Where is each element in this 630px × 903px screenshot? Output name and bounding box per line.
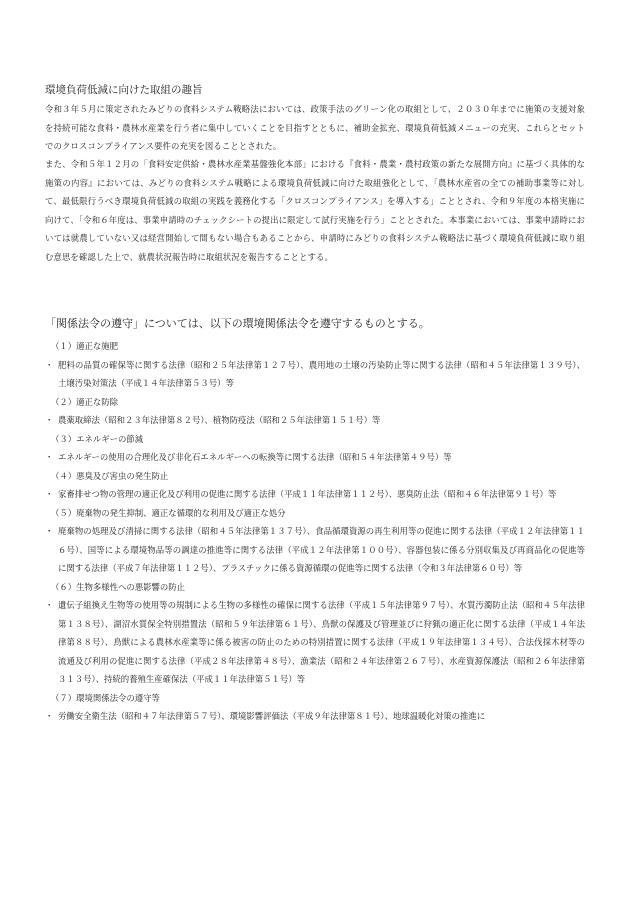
law-item: ・ 農薬取締法（昭和２３年法律第８２号）、植物防疫法（昭和２５年法律第１５１号）等 [45,411,585,430]
category-label: （７）環境関係法令の遵守等 [51,692,160,703]
law-list [45,337,585,726]
section-heading: 環境負荷低減に向けた取組の趣旨 [45,84,203,96]
laws-section-title: 「関係法令の遵守」については、以下の環境関係法令を遵守するものとする。 [45,317,430,330]
category-label: （６）生物多様性への悪影響の防止 [51,581,185,592]
category-label: （４）悪臭及び害虫の発生防止 [51,470,169,481]
category-label: （１）適正な施肥 [51,341,118,351]
law-item: ・ 労働安全衛生法（昭和４７年法律第５７号）、環境影響評価法（平成９年法律第８１号）、地球温暖化対策の推進に [45,707,585,726]
cross-compliance-paragraph: また、令和５年１２月の「食料安定供給・農林水産業基盤強化本部」における『食料・農業・農村政策の新たな展開方向』に基づく具体的な施策の内容』においては、みどりの食料システム戦略による環境負荷低減に向けた取組強化として、「農林水産省の全ての補助事業等に対して、最低限行うべき環境負荷低減の取組の実践を義務化する「クロスコンプライアンス」を導入する」こととされ、令和９年度の本格実施に向けて、「令和６年度は、事業申請時のチェックシートの提出に限定して試行実施を行う」こととされた。本事業においては、事業申請時においては就農していない又は経営開始して間もない場合もあることから、申請時にみどりの食料システム戦略法に基づく環境負荷低減に取り組む意思を確認した上で、就農状況報告時に取組状況を報告することとする。 [45,159,585,262]
category-label: （５）廃棄物の発生抑制、適正な循環的な利用及び適正な処分 [51,507,286,518]
law-item: ・ 肥料の品質の確保等に関する法律（昭和２５年法律第１２７号）、農用地の土壌の汚染防止等に関する法律（昭和４５年法律第１３９号）、土壌汚染対策法（平成１４年法律第５３号）等 [45,356,585,393]
law-item: ・ 家畜排せつ物の管理の適正化及び利用の促進に関する法律（平成１１年法律第１１２号）、悪臭防止法（昭和４６年法律第９１号）等 [45,485,585,504]
law-item: ・ エネルギーの使用の合理化及び非化石エネルギーへの転換等に関する法律（昭和５４年法律第４９号）等 [45,448,585,467]
category-label: （２）適正な防除 [51,396,118,407]
law-item: ・ 廃棄物の処理及び清掃に関する法律（昭和４５年法律第１３７号）、食品循環資源の再生利用等の促進に関する法律（平成１２年法律第１１６号）、国等による環境物品等の調達の推進等に関する法律（平成１２年法律第１００号）、容器包装に係る分別収集及び再商品化の促進等に関する法律（平成７年法律第１１２号）、プラスチックに係る資源循環の促進等に関する法律（令和３年法律第６０号）等 [45,522,585,578]
law-item: ・ 遺伝子組換え生物等の使用等の規制による生物の多様性の確保に関する法律（平成１５年法律第９７号）、水質汚濁防止法（昭和４５年法律第１３８号）、湖沼水質保全特別措置法（昭和５９年法律第６１号）、鳥獣の保護及び管理並びに狩猟の適正化に関する法律（平成１４年法律第８８号）、鳥獣による農林水産業等に係る被害の防止のための特別措置に関する法律（平成１９年法律第１３４号）、合法伐採木材等の流通及び利用の促進に関する法律（平成２８年法律第４８号）、漁業法（昭和２４年法律第２６７号）、水産資源保護法（昭和２６年法律第３１３号）、持続的養殖生産確保法（平成１１年法律第５１号）等 [45,596,585,689]
intro-paragraph: 令和３年５月に策定されたみどりの食料システム戦略法においては、政策手法のグリーン化の取組として、２０３０年までに施策の支援対象を持続可能な食料・農林水産業を行う者に集中していくことを目指すとともに、補助金拡充、環境負荷低減メニューの充実、これらとセットでのクロスコンプライアンス要件の充実を図ることとされた。 [45,104,585,151]
category-label: （３）エネルギーの節減 [51,433,144,444]
